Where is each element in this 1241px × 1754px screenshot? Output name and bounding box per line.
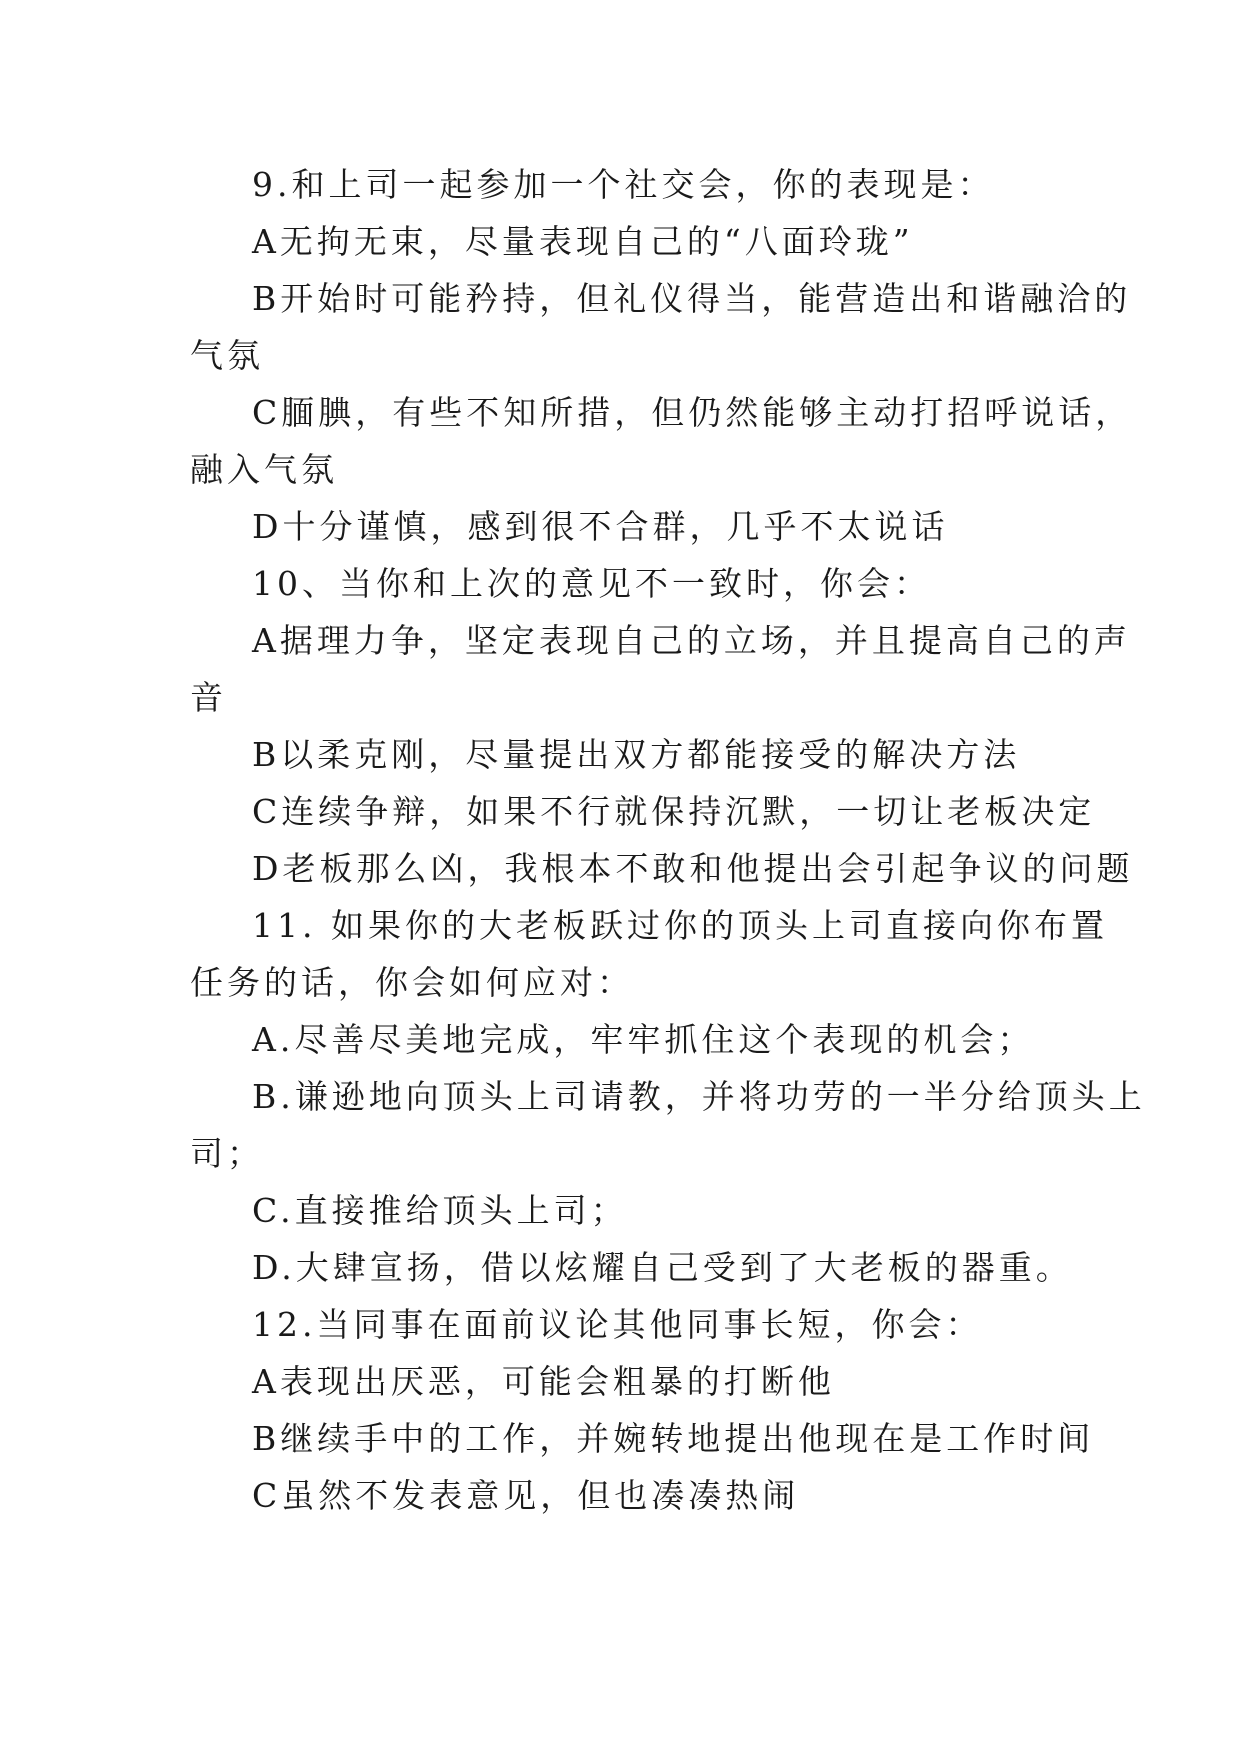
- question-11-continued: 任务的话，你会如何应对：: [190, 963, 634, 1002]
- option-11d: D.大肆宣扬，借以炫耀自己受到了大老板的器重。: [252, 1248, 1073, 1287]
- option-10b: B以柔克刚，尽量提出双方都能接受的解决方法: [252, 735, 1021, 774]
- option-9d: D十分谨慎，感到很不合群，几乎不太说话: [252, 507, 949, 546]
- question-10: 10、当你和上次的意见不一致时，你会：: [252, 564, 931, 603]
- question-12: 12.当同事在面前议论其他同事长短，你会：: [252, 1305, 983, 1344]
- option-9a: A无拘无束，尽量表现自己的“八面玲珑”: [252, 222, 914, 261]
- option-12a: A表现出厌恶，可能会粗暴的打断他: [252, 1362, 835, 1401]
- option-11a: A.尽善尽美地完成，牢牢抓住这个表现的机会；: [252, 1020, 1035, 1059]
- option-11b: B.谦逊地向顶头上司请教，并将功劳的一半分给顶头上: [252, 1077, 1146, 1116]
- option-12b: B继续手中的工作，并婉转地提出他现在是工作时间: [252, 1419, 1095, 1458]
- option-9b-continued: 气氛: [190, 336, 264, 375]
- option-9c-continued: 融入气氛: [190, 450, 338, 489]
- option-9b: B开始时可能矜持，但礼仪得当，能营造出和谐融洽的: [252, 279, 1132, 318]
- option-10a-continued: 音: [190, 678, 227, 717]
- question-9: 9.和上司一起参加一个社交会，你的表现是：: [252, 165, 995, 204]
- option-11b-continued: 司；: [190, 1134, 264, 1173]
- option-11c: C.直接推给顶头上司；: [252, 1191, 628, 1230]
- option-12c: C虽然不发表意见，但也凑凑热闹: [252, 1476, 800, 1515]
- option-10a: A据理力争，坚定表现自己的立场，并且提高自己的声: [252, 621, 1131, 660]
- option-10d: D老板那么凶，我根本不敢和他提出会引起争议的问题: [252, 849, 1134, 888]
- question-11: 11. 如果你的大老板跃过你的顶头上司直接向你布置: [252, 906, 1108, 945]
- option-9c: C腼腆，有些不知所措，但仍然能够主动打招呼说话，: [252, 393, 1133, 432]
- option-10c: C连续争辩，如果不行就保持沉默，一切让老板决定: [252, 792, 1096, 831]
